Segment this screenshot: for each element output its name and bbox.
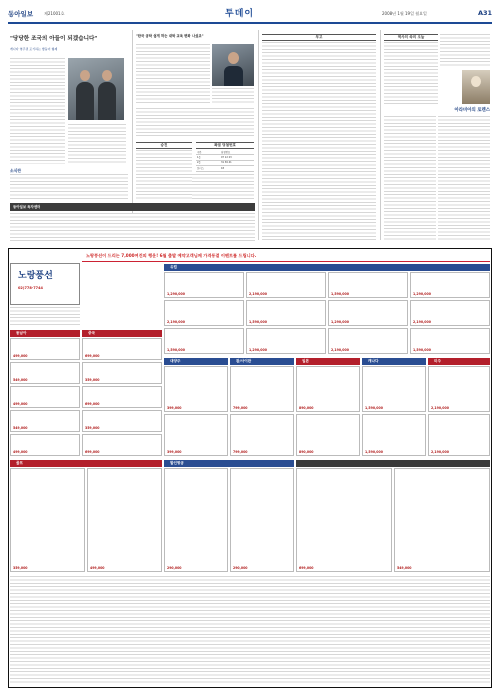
table-cell: 31 36 41 [220, 160, 254, 165]
ad-package-cell[interactable] [10, 434, 80, 456]
package-price: 290,000 [167, 565, 182, 570]
ad-tab-europe[interactable]: 유럽 [164, 264, 490, 271]
package-price: 2,190,000 [249, 291, 267, 296]
ad-package-cell[interactable] [296, 414, 360, 456]
ad-package-cell[interactable] [362, 366, 426, 412]
ad-tab-more[interactable] [296, 460, 490, 467]
ad-package-cell[interactable] [10, 468, 85, 572]
history-text [384, 42, 438, 104]
reader-center-listing [10, 213, 255, 241]
ad-tab-golf[interactable]: 골프 [10, 460, 162, 467]
package-price: 699,000 [85, 353, 100, 358]
ad-package-cell[interactable] [246, 328, 326, 354]
package-price: 1,290,000 [413, 291, 431, 296]
ad-package-cell[interactable] [410, 300, 490, 326]
package-price: 549,000 [13, 425, 28, 430]
ad-package-cell[interactable] [164, 328, 244, 354]
package-price: 890,000 [299, 405, 314, 410]
table-cell: 1등 [196, 155, 220, 160]
ad-package-cell[interactable] [410, 272, 490, 298]
interview-headline: "당당한 조국의 아들이 되겠습니다" [10, 36, 98, 42]
promotion-list [136, 150, 192, 200]
table-cell: 2등 [196, 160, 220, 165]
ad-package-cell[interactable] [362, 414, 426, 456]
columnist-photo [212, 44, 254, 86]
package-price: 2,190,000 [331, 347, 349, 352]
ad-package-cell[interactable] [230, 468, 294, 572]
ad-tab-china[interactable]: 중국 [82, 330, 162, 337]
ad-tab-oceania[interactable]: 대양주 [164, 358, 228, 365]
ad-banner: 노랑풍선이 드리는 7,000여건의 행운! 6월 출발 예약고객님께 가격동결 이벤트를 드립니다. [82, 250, 490, 262]
small-news-text [10, 174, 128, 200]
package-price: 1,590,000 [249, 319, 267, 324]
ad-package-cell[interactable] [82, 434, 162, 456]
column-rule [258, 30, 259, 240]
ad-package-cell[interactable] [164, 414, 228, 456]
package-price: 549,000 [13, 377, 28, 382]
ad-package-cell[interactable] [410, 328, 490, 354]
ad-company-info [10, 307, 80, 327]
ad-package-cell[interactable] [246, 300, 326, 326]
lottery-table [196, 150, 254, 172]
issue-date: 2008년 1월 19일 월요일 [382, 11, 427, 16]
ad-package-cell[interactable] [82, 410, 162, 432]
issue-number: 제21001호 [44, 11, 65, 16]
ad-package-cell[interactable] [164, 366, 228, 412]
package-price: 549,000 [397, 565, 412, 570]
obituary-heading: 부고 [262, 34, 376, 41]
columnist-caption [212, 88, 254, 104]
package-price: 799,000 [233, 449, 248, 454]
reader-center-heading: 동아일보 독자센터 [10, 203, 255, 211]
package-price: 1,590,000 [413, 347, 431, 352]
package-price: 1,590,000 [365, 405, 383, 410]
ad-package-cell[interactable] [394, 468, 490, 572]
table-cell: 07 12 23 [220, 155, 254, 160]
foreign-feature-text-2 [438, 116, 490, 240]
lottery-heading: 복권 당첨번호 [196, 142, 254, 149]
package-price: 890,000 [299, 449, 314, 454]
ad-package-cell[interactable] [10, 362, 80, 384]
obituary-list [262, 42, 376, 240]
ad-package-cell[interactable] [246, 272, 326, 298]
package-price: 1,590,000 [167, 347, 185, 352]
package-price: 359,000 [13, 565, 28, 570]
ad-package-cell[interactable] [164, 300, 244, 326]
ad-tab-canada[interactable]: 캐나다 [362, 358, 426, 365]
package-price: 359,000 [85, 377, 100, 382]
package-price: 699,000 [85, 449, 100, 454]
ad-package-cell[interactable] [230, 366, 294, 412]
column-rule [380, 30, 381, 240]
history-heading: 역사의 속의 오늘 [384, 34, 438, 41]
ad-package-cell[interactable] [328, 272, 408, 298]
package-price: 290,000 [233, 565, 248, 570]
interview-subheadline: 캐나다 영주권 포기하는 쌍둥이 형제 [10, 47, 58, 51]
table-cell: 보너스 [196, 166, 220, 171]
ad-package-cell[interactable] [328, 328, 408, 354]
ad-package-cell[interactable] [10, 338, 80, 360]
ad-tab-guam-saipan[interactable]: 괌/사이판 [230, 358, 294, 365]
ad-tab-southeast-asia[interactable]: 동남아 [10, 330, 80, 337]
page-number: A31 [478, 9, 493, 17]
promotion-heading: 승진 [136, 142, 192, 149]
package-price: 499,000 [13, 401, 28, 406]
ad-package-cell[interactable] [82, 362, 162, 384]
historical-portrait [462, 70, 490, 104]
package-price: 1,290,000 [167, 291, 185, 296]
table-cell: 구분 [196, 150, 220, 155]
interview-caption-text [68, 124, 126, 164]
package-price: 2,190,000 [167, 319, 185, 324]
ad-package-cell[interactable] [296, 366, 360, 412]
foreign-feature-text [384, 116, 436, 240]
package-price: 2,190,000 [413, 319, 431, 324]
center-headline: "한국 공학 쉽게 하는 대학 교육 변화 나섰죠" [136, 34, 204, 38]
package-price: 1,290,000 [249, 347, 267, 352]
small-news-heading: 소식란 [10, 168, 22, 173]
ad-tab-discount-air[interactable]: 할인항공 [164, 460, 294, 467]
package-price: 1,590,000 [365, 449, 383, 454]
package-price: 1,590,000 [331, 291, 349, 296]
ad-tab-japan[interactable]: 일본 [296, 358, 360, 365]
header-rule [8, 22, 492, 24]
ad-package-cell[interactable] [10, 410, 80, 432]
package-price: 699,000 [85, 401, 100, 406]
ad-fine-print [10, 576, 490, 684]
ad-package-cell[interactable] [328, 300, 408, 326]
package-price: 359,000 [85, 425, 100, 430]
package-price: 499,000 [90, 565, 105, 570]
package-price: 1,290,000 [331, 319, 349, 324]
ad-tab-americas[interactable]: 미주 [428, 358, 490, 365]
table-cell: 당첨번호 [220, 150, 254, 155]
ad-package-cell[interactable] [10, 386, 80, 408]
ad-phone: 02)778-7744 [18, 286, 43, 290]
interview-body-text [10, 58, 65, 164]
ad-package-cell[interactable] [230, 414, 294, 456]
package-price: 399,000 [167, 405, 182, 410]
interview-photo [68, 58, 124, 120]
package-price: 499,000 [13, 449, 28, 454]
ad-package-cell[interactable] [296, 468, 392, 572]
center-article-continued [136, 108, 254, 138]
ad-logo: 노랑풍선 [18, 271, 53, 281]
ad-package-cell[interactable] [164, 272, 244, 298]
ad-package-cell[interactable] [428, 366, 490, 412]
package-price: 2,190,000 [431, 405, 449, 410]
package-price: 699,000 [299, 565, 314, 570]
package-price: 799,000 [233, 405, 248, 410]
package-price: 499,000 [13, 353, 28, 358]
table-cell: 18 [220, 166, 254, 171]
center-article-text [136, 44, 210, 104]
history-sidebar-text [440, 34, 490, 68]
foreign-feature-heading: 아라비아의 로렌스 [454, 108, 490, 113]
ad-package-cell[interactable] [87, 468, 162, 572]
section-title: 투데이 [225, 9, 255, 19]
package-price: 2,190,000 [431, 449, 449, 454]
ad-package-cell[interactable] [82, 386, 162, 408]
ad-package-cell[interactable] [82, 338, 162, 360]
package-price: 399,000 [167, 449, 182, 454]
table-row [196, 166, 254, 171]
ad-package-cell[interactable] [164, 468, 228, 572]
newspaper-name: 동아일보 [8, 10, 34, 18]
ad-package-cell[interactable] [428, 414, 490, 456]
